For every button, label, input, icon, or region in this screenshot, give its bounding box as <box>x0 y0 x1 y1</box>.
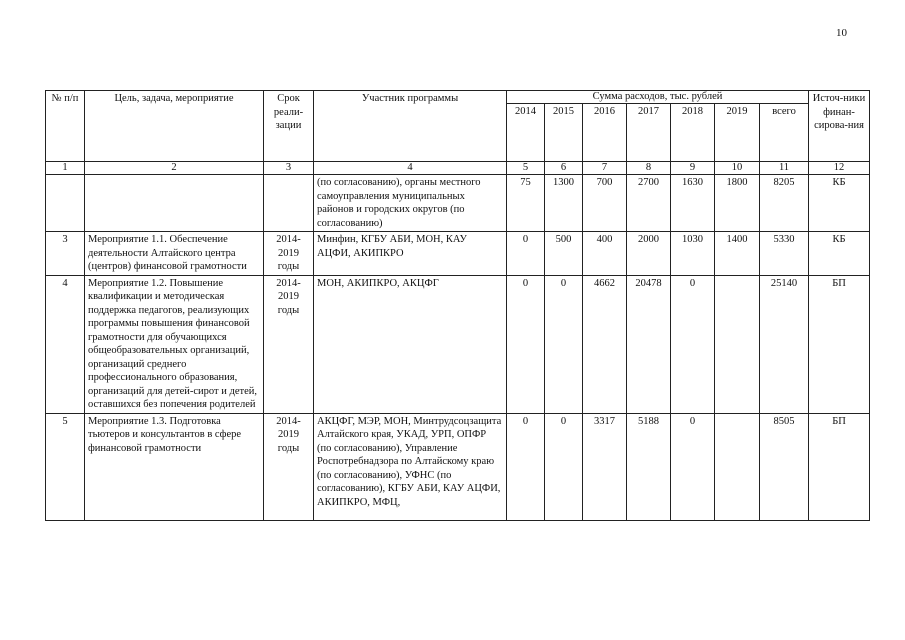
value-2015: 0 <box>545 413 583 520</box>
header-term: Срок реали-зации <box>264 91 314 162</box>
column-number: 3 <box>264 162 314 175</box>
row-participant: АКЦФГ, МЭР, МОН, Минтрудсоцзащита Алтайского края, УКАД, УРП, ОПФР (по согласованию), Управление Роспотребнадзора по Алтайскому краю (по согласованию), УФНС (по согласованию), КГБУ АБИ, КАУ АЦФИ, АКИПКРО, МФЦ, <box>314 413 507 520</box>
table-row <box>46 175 870 232</box>
header-source: Источ-ники финан-сирова-ния <box>809 91 870 162</box>
row-goal: Мероприятие 1.2. Повышение квалификации и методическая поддержка педагогов, реализующих программы повышения финансовой грамотности для обучающихся общеобразовательных организаций, организаций среднего профессионального образования, организаций для детей-сирот и детей, оставшихся без попечения родителей <box>85 275 264 413</box>
header-goal: Цель, задача, мероприятие <box>85 91 264 162</box>
header-total: всего <box>760 104 809 162</box>
row-num: 5 <box>46 413 85 520</box>
column-number: 11 <box>760 162 809 175</box>
value-2016: 700 <box>583 175 627 232</box>
value-2018: 1030 <box>671 232 715 276</box>
column-number: 1 <box>46 162 85 175</box>
row-participant: Минфин, КГБУ АБИ, МОН, КАУ АЦФИ, АКИПКРО <box>314 232 507 276</box>
header-num: № п/п <box>46 91 85 162</box>
row-num: 3 <box>46 232 85 276</box>
column-number: 6 <box>545 162 583 175</box>
value-2018: 1630 <box>671 175 715 232</box>
column-number: 8 <box>627 162 671 175</box>
value-2019: 1400 <box>715 232 760 276</box>
value-2015: 1300 <box>545 175 583 232</box>
row-source: БП <box>809 413 870 520</box>
value-2014: 0 <box>507 413 545 520</box>
row-participant: (по согласованию), органы местного самоуправления муниципальных районов и городских округов (по согласованию) <box>314 175 507 232</box>
value-2017: 20478 <box>627 275 671 413</box>
value-2017: 5188 <box>627 413 671 520</box>
value-2018: 0 <box>671 275 715 413</box>
header-year-2015: 2015 <box>545 104 583 162</box>
row-goal <box>85 175 264 232</box>
column-number: 7 <box>583 162 627 175</box>
header-sum-group: Сумма расходов, тыс. рублей <box>507 91 809 104</box>
column-number: 10 <box>715 162 760 175</box>
column-number: 4 <box>314 162 507 175</box>
value-2019 <box>715 413 760 520</box>
row-source: БП <box>809 275 870 413</box>
table-row <box>46 232 870 276</box>
value-2018: 0 <box>671 413 715 520</box>
value-2015: 0 <box>545 275 583 413</box>
row-source: КБ <box>809 232 870 276</box>
value-2019 <box>715 275 760 413</box>
row-participant: МОН, АКИПКРО, АКЦФГ <box>314 275 507 413</box>
header-year-2016: 2016 <box>583 104 627 162</box>
row-term: 2014-2019 годы <box>264 413 314 520</box>
column-number: 9 <box>671 162 715 175</box>
column-number: 2 <box>85 162 264 175</box>
row-num: 4 <box>46 275 85 413</box>
row-source: КБ <box>809 175 870 232</box>
header-year-2014: 2014 <box>507 104 545 162</box>
value-2014: 0 <box>507 232 545 276</box>
value-2016: 400 <box>583 232 627 276</box>
header-year-2017: 2017 <box>627 104 671 162</box>
value-2015: 500 <box>545 232 583 276</box>
value-2019: 1800 <box>715 175 760 232</box>
column-number: 12 <box>809 162 870 175</box>
table-row <box>46 413 870 520</box>
value-total: 8505 <box>760 413 809 520</box>
value-2014: 75 <box>507 175 545 232</box>
value-2017: 2700 <box>627 175 671 232</box>
value-2016: 3317 <box>583 413 627 520</box>
value-2016: 4662 <box>583 275 627 413</box>
row-goal: Мероприятие 1.1. Обеспечение деятельности Алтайского центра (центров) финансовой грамотности <box>85 232 264 276</box>
column-number: 5 <box>507 162 545 175</box>
value-total: 25140 <box>760 275 809 413</box>
header-year-2019: 2019 <box>715 104 760 162</box>
header-participant: Участник программы <box>314 91 507 162</box>
column-number-row <box>46 162 870 175</box>
row-goal: Мероприятие 1.3. Подготовка тьютеров и консультантов в сфере финансовой грамотности <box>85 413 264 520</box>
row-term <box>264 175 314 232</box>
value-total: 8205 <box>760 175 809 232</box>
value-2014: 0 <box>507 275 545 413</box>
row-num <box>46 175 85 232</box>
row-term: 2014-2019 годы <box>264 275 314 413</box>
header-year-2018: 2018 <box>671 104 715 162</box>
value-total: 5330 <box>760 232 809 276</box>
row-term: 2014-2019 годы <box>264 232 314 276</box>
value-2017: 2000 <box>627 232 671 276</box>
table-row <box>46 275 870 413</box>
page-number: 10 <box>836 27 847 39</box>
expenses-table <box>45 90 870 521</box>
